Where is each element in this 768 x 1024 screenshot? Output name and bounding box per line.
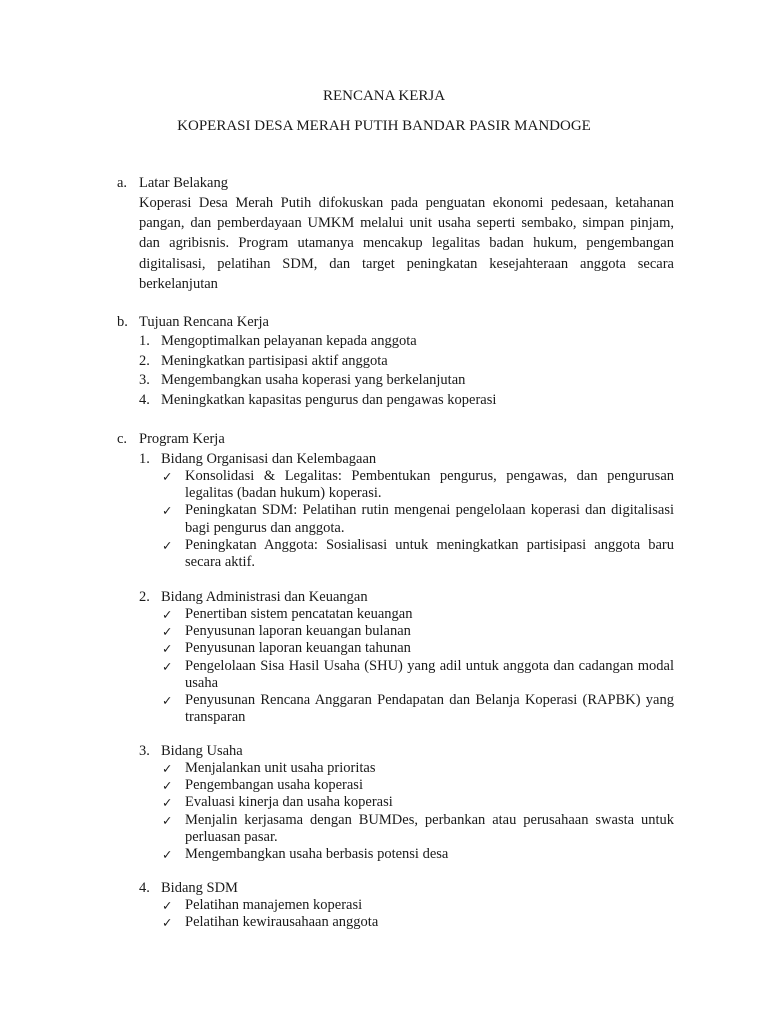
document-subtitle: KOPERASI DESA MERAH PUTIH BANDAR PASIR MANDOGE	[177, 118, 591, 134]
check-icon: ✓	[162, 624, 173, 640]
program-group-sdm	[117, 879, 677, 931]
list-item: ✓ Evaluasi kinerja dan usaha koperasi	[162, 794, 393, 811]
group-heading: 3. Bidang Usaha	[139, 743, 243, 759]
check-icon: ✓	[162, 693, 173, 709]
list-item: 1. Mengoptimalkan pelayanan kepada anggota	[139, 333, 417, 349]
section-letter: a.	[117, 175, 128, 191]
section-heading	[117, 430, 677, 449]
list-item: 2. Meningkatkan partisipasi aktif anggota	[139, 352, 388, 369]
list-item: ✓ Penyusunan laporan keuangan bulanan	[162, 623, 411, 640]
checklist	[117, 760, 677, 863]
section-latar-belakang	[117, 174, 677, 294]
objectives-list	[117, 332, 677, 410]
checklist	[117, 606, 677, 726]
section-heading	[117, 174, 677, 193]
check-icon: ✓	[162, 915, 173, 931]
check-icon: ✓	[162, 658, 173, 674]
checklist	[117, 897, 677, 931]
check-icon: ✓	[162, 469, 173, 484]
list-item: ✓ Peningkatan Anggota: Sosialisasi untuk meningkatkan partisipasi anggota baru secara aktif.	[162, 536, 674, 571]
list-item: ✓ Peningkatan SDM: Pelatihan rutin mengenai pengelolaan koperasi dan digitalisasi bagi pengurus dan anggota.	[162, 502, 674, 536]
list-item: ✓ Menjalin kerjasama dengan BUMDes, perbankan atau perusahaan swasta untuk perluasan pasar.	[162, 811, 674, 845]
check-icon: ✓	[162, 537, 173, 553]
list-item: ✓ Konsolidasi & Legalitas: Pembentukan pengurus, pengawas, dan pengurusan legalitas (badan hukum) koperasi.	[162, 468, 674, 502]
program-group-organisasi	[117, 450, 677, 571]
document-title: RENCANA KERJA	[322, 88, 446, 104]
list-item: ✓ Pengelolaan Sisa Hasil Usaha (SHU) yang adil untuk anggota dan cadangan modal usaha	[162, 657, 674, 691]
check-icon: ✓	[162, 898, 173, 913]
list-item: ✓ Pengembangan usaha koperasi	[162, 777, 363, 794]
section-label: Latar Belakang	[139, 175, 228, 191]
list-item: ✓ Pelatihan kewirausahaan anggota	[162, 914, 379, 931]
group-heading: 4. Bidang SDM	[139, 880, 238, 896]
check-icon: ✓	[162, 607, 173, 622]
group-heading: 2. Bidang Administrasi dan Keuangan	[139, 589, 368, 605]
check-icon: ✓	[162, 641, 173, 657]
check-icon: ✓	[162, 761, 173, 776]
checklist	[117, 468, 677, 571]
list-item: ✓ Penyusunan Rencana Anggaran Pendapatan dan Belanja Koperasi (RAPBK) yang transparan	[162, 692, 674, 726]
section-letter: c.	[117, 431, 128, 447]
section-program-kerja	[117, 430, 677, 449]
list-item: 3. Mengembangkan usaha koperasi yang berkelanjutan	[139, 372, 466, 388]
section-label: Program Kerja	[139, 431, 225, 447]
program-group-administrasi	[117, 588, 677, 726]
list-item: 4. Meningkatkan kapasitas pengurus dan pengawas koperasi	[139, 391, 497, 408]
background-paragraph: Koperasi Desa Merah Putih difokuskan pada penguatan ekonomi pedesaan, ketahanan pangan, dan pemberdayaan UMKM melalui unit usaha seperti sembako, simpan pinjam, dan agribisnis. Program utamanya mencakup legalitas badan hukum, pengembangan digitalisasi, pelatihan SDM, dan target peningkatan kesejahteraan anggota secara berkelanjutan	[139, 195, 674, 292]
list-item: ✓ Menjalankan unit usaha prioritas	[162, 760, 376, 776]
section-tujuan	[117, 313, 677, 410]
program-group-usaha	[117, 742, 677, 863]
group-heading: 1. Bidang Organisasi dan Kelembagaan	[139, 451, 377, 467]
list-item: ✓ Penertiban sistem pencatatan keuangan	[162, 606, 413, 622]
check-icon: ✓	[162, 812, 173, 828]
check-icon: ✓	[162, 778, 173, 794]
section-heading	[117, 313, 677, 332]
check-icon: ✓	[162, 503, 173, 519]
check-icon: ✓	[162, 795, 173, 811]
section-letter: b.	[117, 314, 128, 330]
section-label: Tujuan Rencana Kerja	[139, 314, 269, 330]
check-icon: ✓	[162, 847, 173, 863]
list-item: ✓ Penyusunan laporan keuangan tahunan	[162, 640, 411, 657]
list-item: ✓ Mengembangkan usaha berbasis potensi desa	[162, 846, 449, 863]
list-item: ✓ Pelatihan manajemen koperasi	[162, 897, 363, 913]
